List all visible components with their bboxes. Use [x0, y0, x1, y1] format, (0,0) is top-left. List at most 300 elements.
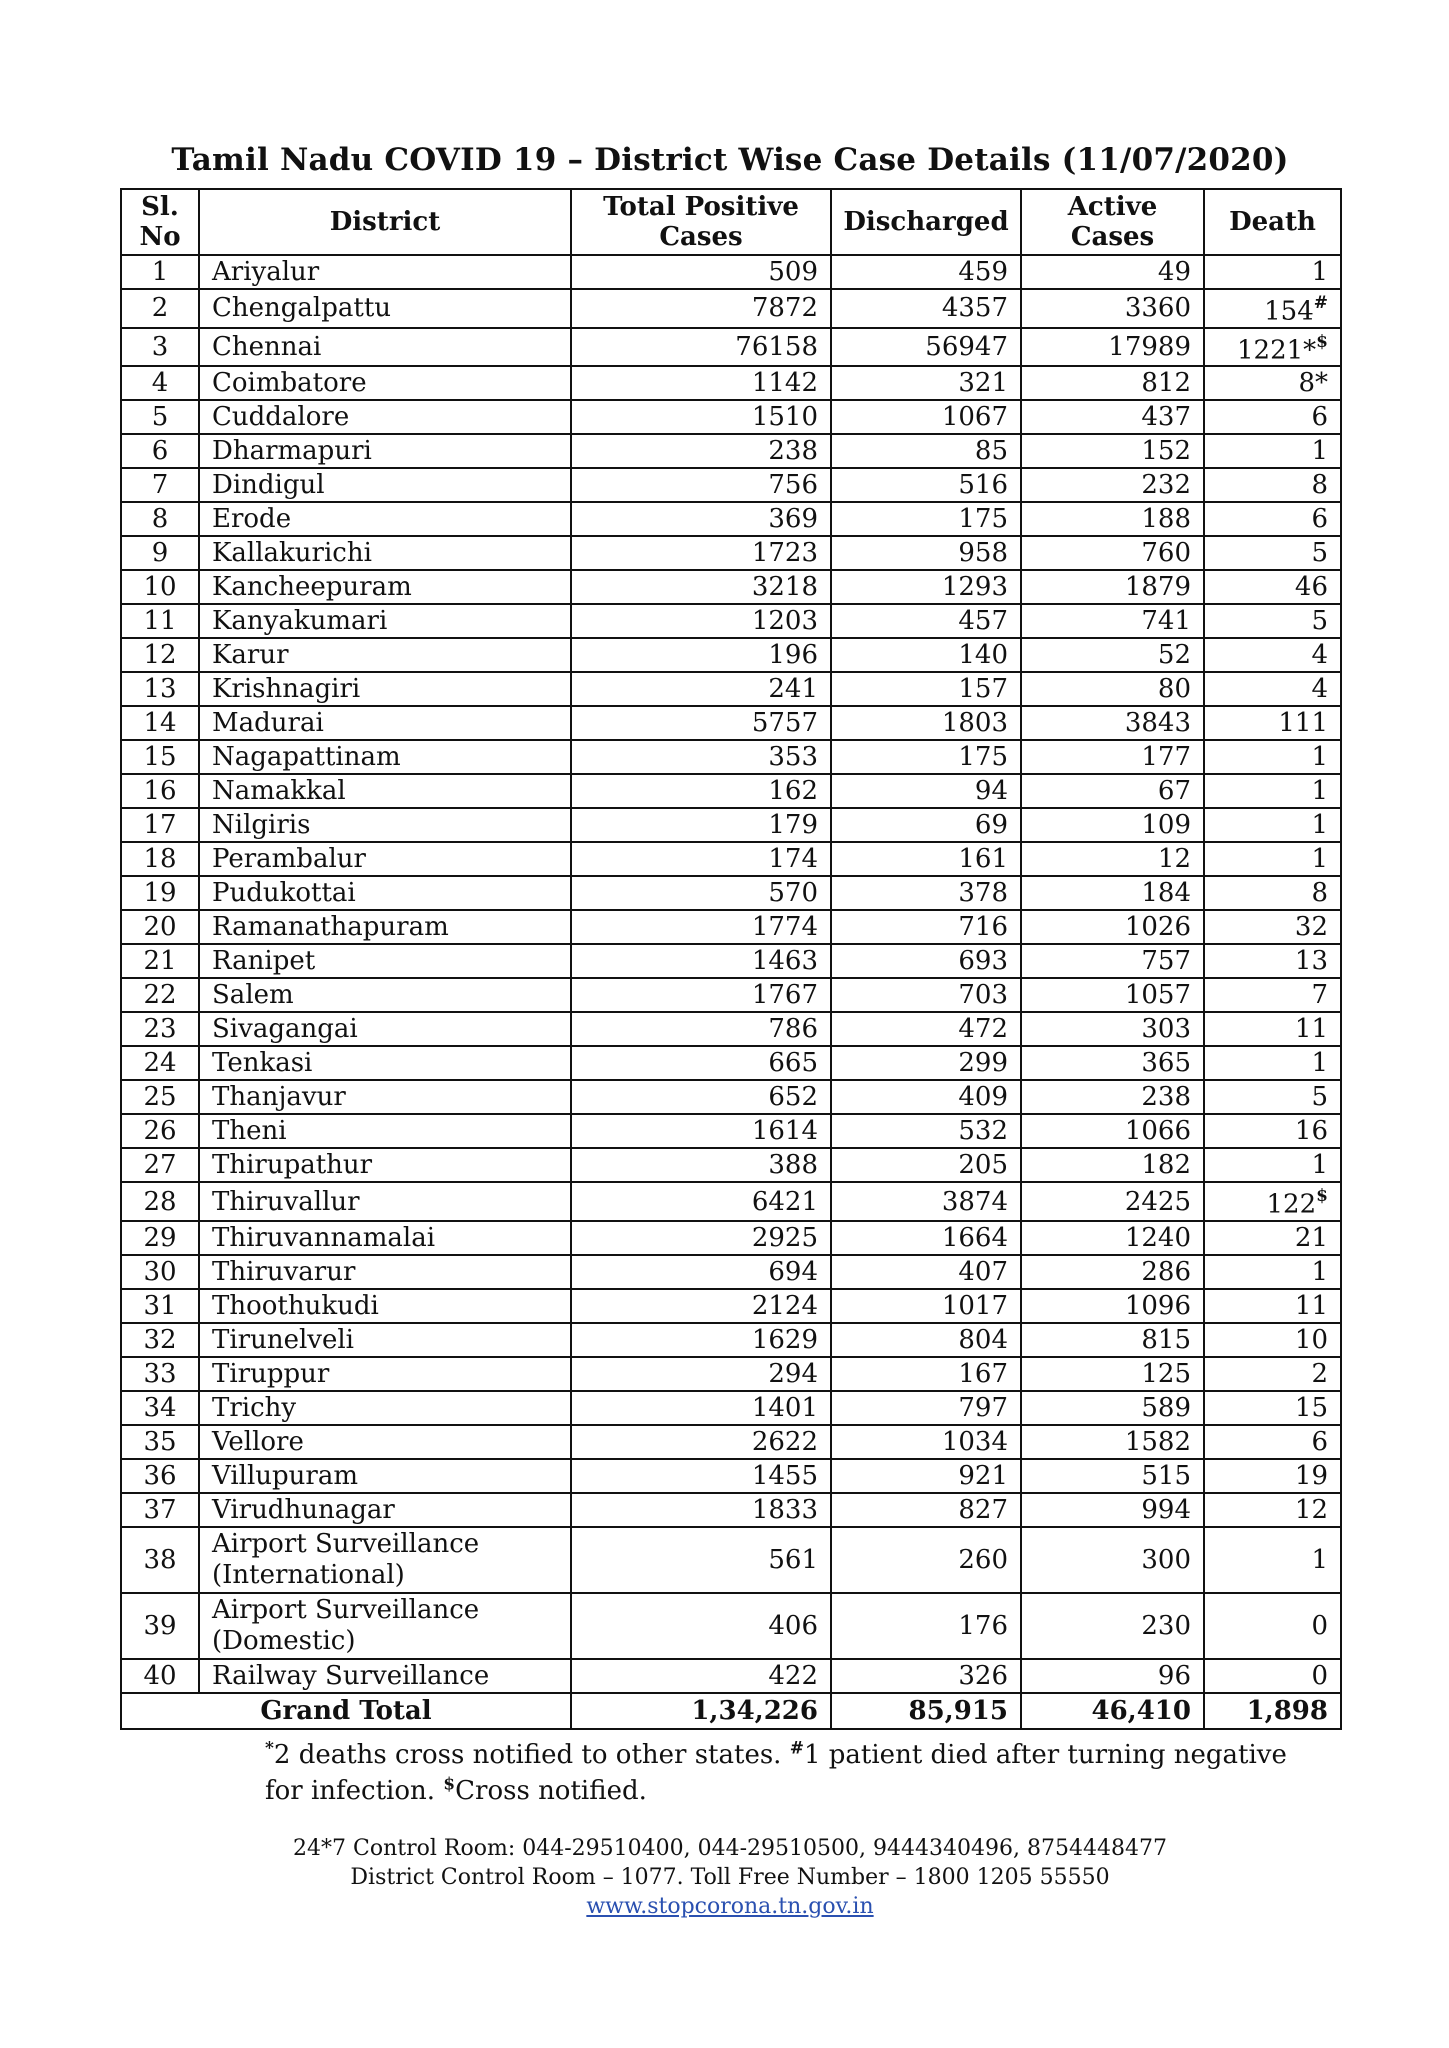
total-positive-cell-value: 652 — [768, 1082, 818, 1113]
discharged-cell-value: 532 — [958, 1116, 1008, 1147]
active-cell — [1021, 1046, 1204, 1080]
discharged-cell-value: 56947 — [925, 331, 1008, 362]
total-positive-cell-value: 174 — [768, 844, 818, 875]
total-positive-cell — [571, 1493, 831, 1527]
total-positive-cell — [571, 400, 831, 434]
total-positive-cell-value: 162 — [768, 776, 818, 807]
death-cell — [1204, 536, 1341, 570]
table-row — [121, 366, 1341, 400]
death-cell-value: 46 — [1294, 572, 1328, 603]
district-cell-value: Kanyakumari — [212, 606, 388, 637]
district-cell-value: Madurai — [212, 708, 324, 739]
table-row — [121, 1080, 1341, 1114]
table-row — [121, 1046, 1341, 1080]
active-cell-value: 1879 — [1124, 572, 1191, 603]
table-row — [121, 1459, 1341, 1493]
discharged-cell-value: 472 — [958, 1014, 1008, 1045]
death-cell — [1204, 876, 1341, 910]
district-cell-value: Krishnagiri — [212, 674, 361, 705]
district-cell — [199, 570, 571, 604]
discharged-cell-value: 326 — [958, 1660, 1008, 1691]
death-cell-value: 21 — [1294, 1222, 1328, 1253]
discharged-cell — [831, 1255, 1021, 1289]
discharged-cell-value: 827 — [958, 1494, 1008, 1525]
discharged-cell — [831, 1459, 1021, 1493]
active-cell — [1021, 740, 1204, 774]
district-cell — [199, 1357, 571, 1391]
total-positive-cell — [571, 468, 831, 502]
total-positive-cell-value: 238 — [768, 436, 818, 467]
total-positive-cell-value: 1723 — [751, 538, 818, 569]
total-positive-cell — [571, 434, 831, 468]
table-row — [121, 502, 1341, 536]
active-cell-value: 3360 — [1124, 293, 1191, 324]
active-cell — [1021, 1289, 1204, 1323]
discharged-cell-value: 703 — [958, 980, 1008, 1011]
discharged-cell-value: 407 — [958, 1256, 1008, 1287]
district-cell-value: Theni — [212, 1116, 287, 1147]
district-cell-value: Coimbatore — [212, 368, 367, 399]
district-cell — [199, 808, 571, 842]
active-cell-value: 67 — [1157, 776, 1191, 807]
sl-no-cell — [121, 740, 199, 774]
table-row — [121, 400, 1341, 434]
total-positive-cell — [571, 1323, 831, 1357]
sl-no-cell-value: 28 — [143, 1186, 177, 1217]
discharged-cell-value: 161 — [958, 844, 1008, 875]
table-row — [121, 706, 1341, 740]
sl-no-cell-value: 25 — [143, 1082, 177, 1113]
active-cell — [1021, 1391, 1204, 1425]
total-positive-cell-value: 2622 — [751, 1426, 818, 1457]
death-cell — [1204, 808, 1341, 842]
total-positive-cell — [571, 1527, 831, 1593]
sl-no-cell-value: 10 — [143, 572, 177, 603]
district-cell-value: Perambalur — [212, 844, 366, 875]
sl-no-cell-value: 27 — [143, 1150, 177, 1181]
district-cell — [199, 1046, 571, 1080]
death-cell — [1204, 434, 1341, 468]
discharged-cell — [831, 672, 1021, 706]
discharged-cell-value: 299 — [958, 1048, 1008, 1079]
death-cell-value: 6 — [1311, 1426, 1328, 1457]
control-room-line: 24*7 Control Room: 044-29510400, 044-29510500, 9444340496, 8754448477 — [293, 1836, 1167, 1861]
total-positive-cell-value: 1614 — [751, 1116, 818, 1147]
sl-no-cell-value: 3 — [151, 331, 169, 362]
death-cell-value: 1 — [1311, 257, 1328, 287]
district-cell-value: Tenkasi — [212, 1048, 313, 1079]
district-cell-value: Salem — [212, 980, 294, 1011]
total-positive-cell — [571, 1459, 831, 1493]
header-death: Death — [1204, 189, 1341, 255]
table-row — [121, 672, 1341, 706]
district-cell-value: Airport Surveillance (International) — [212, 1528, 480, 1590]
active-cell-value: 109 — [1141, 810, 1191, 841]
active-cell-value: 152 — [1141, 436, 1191, 467]
active-cell-value: 760 — [1141, 538, 1191, 569]
death-cell-value: 122 — [1266, 1189, 1317, 1220]
total-positive-cell-value: 241 — [768, 674, 818, 705]
death-cell-value: 2 — [1311, 1358, 1328, 1389]
sl-no-cell-value: 23 — [143, 1014, 177, 1045]
table-row — [121, 842, 1341, 876]
total-positive-cell — [571, 328, 831, 367]
total-positive-cell — [571, 255, 831, 289]
discharged-cell-value: 693 — [958, 946, 1008, 977]
active-cell — [1021, 638, 1204, 672]
discharged-cell — [831, 1289, 1021, 1323]
sl-no-cell — [121, 434, 199, 468]
discharged-cell-value: 205 — [958, 1150, 1008, 1181]
total-positive-cell-value: 509 — [768, 257, 818, 287]
death-cell-value: 7 — [1311, 980, 1328, 1011]
discharged-cell-value: 260 — [958, 1544, 1008, 1575]
sl-no-cell — [121, 1114, 199, 1148]
total-positive-cell-value: 1142 — [751, 368, 818, 399]
sl-no-cell-value: 13 — [143, 674, 177, 705]
discharged-cell — [831, 366, 1021, 400]
sl-no-cell-value: 9 — [151, 538, 169, 569]
sl-no-cell-value: 21 — [143, 946, 177, 977]
district-cell — [199, 255, 571, 289]
death-cell-value: 4 — [1311, 674, 1328, 705]
sl-no-cell — [121, 328, 199, 367]
death-cell-value: 1 — [1311, 1544, 1328, 1575]
discharged-cell-value: 921 — [958, 1460, 1008, 1491]
death-cell — [1204, 842, 1341, 876]
footnote-text-hash: 1 patient died after turning negative for infection. — [265, 1740, 1287, 1806]
table-row — [121, 1255, 1341, 1289]
discharged-cell-value: 409 — [958, 1082, 1008, 1113]
sl-no-cell-value: 30 — [143, 1256, 177, 1287]
sl-no-cell — [121, 502, 199, 536]
sl-no-cell-value: 1 — [151, 257, 169, 287]
active-cell — [1021, 706, 1204, 740]
discharged-cell — [831, 1593, 1021, 1659]
discharged-cell-value: 3874 — [941, 1186, 1008, 1217]
discharged-cell-value: 85 — [974, 436, 1008, 467]
discharged-cell — [831, 1114, 1021, 1148]
death-cell — [1204, 1080, 1341, 1114]
sl-no-cell — [121, 400, 199, 434]
discharged-cell — [831, 1493, 1021, 1527]
discharged-cell — [831, 328, 1021, 367]
active-cell-value: 303 — [1141, 1014, 1191, 1045]
sl-no-cell — [121, 536, 199, 570]
active-cell-value: 741 — [1141, 606, 1191, 637]
district-cell-value: Nilgiris — [212, 810, 311, 841]
total-positive-cell-value: 561 — [768, 1544, 818, 1575]
active-cell — [1021, 434, 1204, 468]
district-cell-value: Cuddalore — [212, 402, 350, 433]
death-cell — [1204, 944, 1341, 978]
total-positive-cell-value: 756 — [768, 470, 818, 501]
sl-no-cell — [121, 1493, 199, 1527]
district-case-table — [120, 188, 1342, 1730]
table-row — [121, 1593, 1341, 1659]
sl-no-cell — [121, 1323, 199, 1357]
death-cell — [1204, 978, 1341, 1012]
discharged-cell — [831, 706, 1021, 740]
sl-no-cell — [121, 1357, 199, 1391]
sl-no-cell — [121, 255, 199, 289]
sl-no-cell — [121, 1148, 199, 1182]
discharged-cell-value: 4357 — [941, 293, 1008, 324]
district-cell-value: Thiruvannamalai — [212, 1222, 436, 1253]
table-row — [121, 1425, 1341, 1459]
active-cell-value: 300 — [1141, 1544, 1191, 1575]
district-cell — [199, 1593, 571, 1659]
discharged-cell — [831, 502, 1021, 536]
table-body — [121, 255, 1341, 1693]
discharged-cell-value: 1034 — [941, 1426, 1008, 1457]
death-cell-value: 6 — [1311, 402, 1328, 433]
total-positive-cell-value: 665 — [768, 1048, 818, 1079]
district-cell — [199, 1493, 571, 1527]
sl-no-cell-value: 29 — [143, 1222, 177, 1253]
sl-no-cell-value: 33 — [143, 1358, 177, 1389]
death-cell-value: 1 — [1311, 436, 1328, 467]
active-cell — [1021, 808, 1204, 842]
total-positive-cell-value: 3218 — [751, 572, 818, 603]
grand-total-discharged: 85,915 — [831, 1693, 1021, 1729]
death-cell — [1204, 706, 1341, 740]
sl-no-cell-value: 12 — [143, 640, 177, 671]
sl-no-cell — [121, 706, 199, 740]
grand-total-active: 46,410 — [1021, 1693, 1204, 1729]
active-cell-value: 365 — [1141, 1048, 1191, 1079]
discharged-cell-value: 804 — [958, 1324, 1008, 1355]
discharged-cell — [831, 1659, 1021, 1693]
active-cell-value: 182 — [1141, 1150, 1191, 1181]
total-positive-cell-value: 179 — [768, 810, 818, 841]
total-positive-cell — [571, 672, 831, 706]
district-cell — [199, 1459, 571, 1493]
district-cell-value: Chennai — [212, 331, 322, 362]
total-positive-cell — [571, 638, 831, 672]
page-title: Tamil Nadu COVID 19 – District Wise Case Details (11/07/2020) — [171, 142, 1289, 178]
death-cell-value: 4 — [1311, 640, 1328, 671]
death-cell — [1204, 1182, 1341, 1221]
footnote-mark-star: * — [265, 1738, 274, 1759]
active-cell — [1021, 536, 1204, 570]
death-cell — [1204, 1114, 1341, 1148]
total-positive-cell — [571, 876, 831, 910]
district-cell-value: Virudhunagar — [212, 1494, 395, 1525]
grand-total-positive: 1,34,226 — [571, 1693, 831, 1729]
total-positive-cell-value: 1401 — [751, 1392, 818, 1423]
discharged-cell — [831, 774, 1021, 808]
sl-no-cell-value: 26 — [143, 1116, 177, 1147]
death-cell-value: 154 — [1264, 296, 1314, 327]
sl-no-cell — [121, 876, 199, 910]
death-cell — [1204, 1323, 1341, 1357]
sl-no-cell — [121, 1046, 199, 1080]
discharged-cell — [831, 1425, 1021, 1459]
table-row — [121, 740, 1341, 774]
district-cell — [199, 1080, 571, 1114]
death-footnote-mark: # — [1313, 293, 1328, 313]
district-cell — [199, 910, 571, 944]
death-cell-value: 13 — [1294, 946, 1328, 977]
active-cell-value: 1026 — [1124, 912, 1191, 943]
death-cell-value: 1 — [1311, 742, 1328, 773]
sl-no-cell-value: 15 — [143, 742, 177, 773]
total-positive-cell — [571, 1593, 831, 1659]
death-cell-value: 32 — [1294, 912, 1328, 943]
death-cell — [1204, 638, 1341, 672]
sl-no-cell-value: 19 — [143, 878, 177, 909]
table-header-row — [121, 189, 1341, 255]
total-positive-cell — [571, 1046, 831, 1080]
total-positive-cell-value: 1833 — [751, 1494, 818, 1525]
district-cell-value: Karur — [212, 640, 289, 671]
table-row — [121, 1182, 1341, 1221]
sl-no-cell-value: 32 — [143, 1324, 177, 1355]
district-cell-value: Airport Surveillance (Domestic) — [212, 1594, 480, 1656]
death-cell — [1204, 570, 1341, 604]
death-cell-value: 1221* — [1236, 335, 1317, 366]
district-cell-value: Dindigul — [212, 470, 325, 501]
active-cell — [1021, 468, 1204, 502]
discharged-cell — [831, 876, 1021, 910]
discharged-cell-value: 321 — [958, 368, 1008, 399]
sl-no-cell-value: 36 — [143, 1460, 177, 1491]
sl-no-cell — [121, 1182, 199, 1221]
sl-no-cell-value: 17 — [143, 810, 177, 841]
website-link[interactable]: www.stopcorona.tn.gov.in — [586, 1894, 874, 1919]
death-cell — [1204, 740, 1341, 774]
death-cell-value: 10 — [1294, 1324, 1328, 1355]
sl-no-cell — [121, 672, 199, 706]
district-cell — [199, 774, 571, 808]
district-cell-value: Pudukottai — [212, 878, 356, 909]
death-cell-value: 8 — [1311, 878, 1328, 909]
district-cell — [199, 434, 571, 468]
discharged-cell — [831, 638, 1021, 672]
district-cell — [199, 1425, 571, 1459]
death-cell-value: 12 — [1294, 1494, 1328, 1525]
active-cell-value: 589 — [1141, 1392, 1191, 1423]
total-positive-cell-value: 1767 — [751, 980, 818, 1011]
total-positive-cell — [571, 1114, 831, 1148]
discharged-cell-value: 797 — [958, 1392, 1008, 1423]
sl-no-cell-value: 38 — [143, 1544, 177, 1575]
footnote-text-star: 2 deaths cross notified to other states. — [273, 1740, 790, 1770]
discharged-cell — [831, 255, 1021, 289]
discharged-cell-value: 1067 — [941, 402, 1008, 433]
total-positive-cell-value: 570 — [768, 878, 818, 909]
table-row — [121, 1659, 1341, 1693]
active-cell — [1021, 1255, 1204, 1289]
sl-no-cell-value: 4 — [151, 368, 169, 399]
sl-no-cell-value: 35 — [143, 1426, 177, 1457]
active-cell — [1021, 255, 1204, 289]
death-cell-value: 15 — [1294, 1392, 1328, 1423]
sl-no-cell-value: 5 — [151, 402, 169, 433]
sl-no-cell — [121, 604, 199, 638]
total-positive-cell — [571, 536, 831, 570]
total-positive-cell-value: 369 — [768, 504, 818, 535]
total-positive-cell — [571, 706, 831, 740]
total-positive-cell — [571, 808, 831, 842]
district-cell — [199, 502, 571, 536]
footnotes — [265, 1737, 1325, 1809]
death-cell — [1204, 604, 1341, 638]
table-row — [121, 1012, 1341, 1046]
total-positive-cell-value: 406 — [768, 1610, 818, 1641]
district-cell — [199, 978, 571, 1012]
death-cell-value: 19 — [1294, 1460, 1328, 1491]
district-cell — [199, 944, 571, 978]
table-row — [121, 1391, 1341, 1425]
active-cell-value: 757 — [1141, 946, 1191, 977]
death-cell-value: 6 — [1311, 504, 1328, 535]
discharged-cell — [831, 1357, 1021, 1391]
header-district: District — [199, 189, 571, 255]
active-cell — [1021, 910, 1204, 944]
table-row — [121, 876, 1341, 910]
total-positive-cell — [571, 1391, 831, 1425]
total-positive-cell — [571, 1182, 831, 1221]
total-positive-cell-value: 1629 — [751, 1324, 818, 1355]
sl-no-cell-value: 6 — [151, 436, 169, 467]
grand-total-label: Grand Total — [121, 1693, 571, 1729]
district-cell — [199, 1221, 571, 1255]
discharged-cell — [831, 910, 1021, 944]
district-cell-value: Tirunelveli — [212, 1324, 354, 1355]
active-cell — [1021, 604, 1204, 638]
sl-no-cell — [121, 468, 199, 502]
active-cell-value: 17989 — [1108, 331, 1191, 362]
death-cell-value: 5 — [1311, 606, 1328, 637]
discharged-cell — [831, 944, 1021, 978]
header-active: Active Cases — [1021, 189, 1204, 255]
total-positive-cell-value: 1774 — [751, 912, 818, 943]
total-positive-cell — [571, 1659, 831, 1693]
death-cell — [1204, 502, 1341, 536]
district-cell — [199, 1182, 571, 1221]
death-cell-value: 1 — [1311, 844, 1328, 875]
discharged-cell-value: 1017 — [941, 1290, 1008, 1321]
sl-no-cell — [121, 1012, 199, 1046]
table-row — [121, 570, 1341, 604]
active-cell — [1021, 1221, 1204, 1255]
district-cell — [199, 1148, 571, 1182]
sl-no-cell — [121, 774, 199, 808]
death-cell — [1204, 1255, 1341, 1289]
active-cell — [1021, 1459, 1204, 1493]
district-cell — [199, 1659, 571, 1693]
total-positive-cell — [571, 1425, 831, 1459]
district-cell — [199, 1323, 571, 1357]
active-cell — [1021, 842, 1204, 876]
death-cell-value: 1 — [1311, 776, 1328, 807]
district-cell — [199, 672, 571, 706]
death-cell — [1204, 1289, 1341, 1323]
total-positive-cell — [571, 1255, 831, 1289]
discharged-cell-value: 157 — [958, 674, 1008, 705]
sl-no-cell — [121, 808, 199, 842]
discharged-cell-value: 1664 — [941, 1222, 1008, 1253]
table-row — [121, 1289, 1341, 1323]
death-cell-value: 111 — [1278, 708, 1328, 739]
total-positive-cell-value: 196 — [768, 640, 818, 671]
sl-no-cell — [121, 910, 199, 944]
sl-no-cell-value: 8 — [151, 504, 169, 535]
district-cell-value: Ramanathapuram — [212, 912, 449, 943]
discharged-cell — [831, 400, 1021, 434]
